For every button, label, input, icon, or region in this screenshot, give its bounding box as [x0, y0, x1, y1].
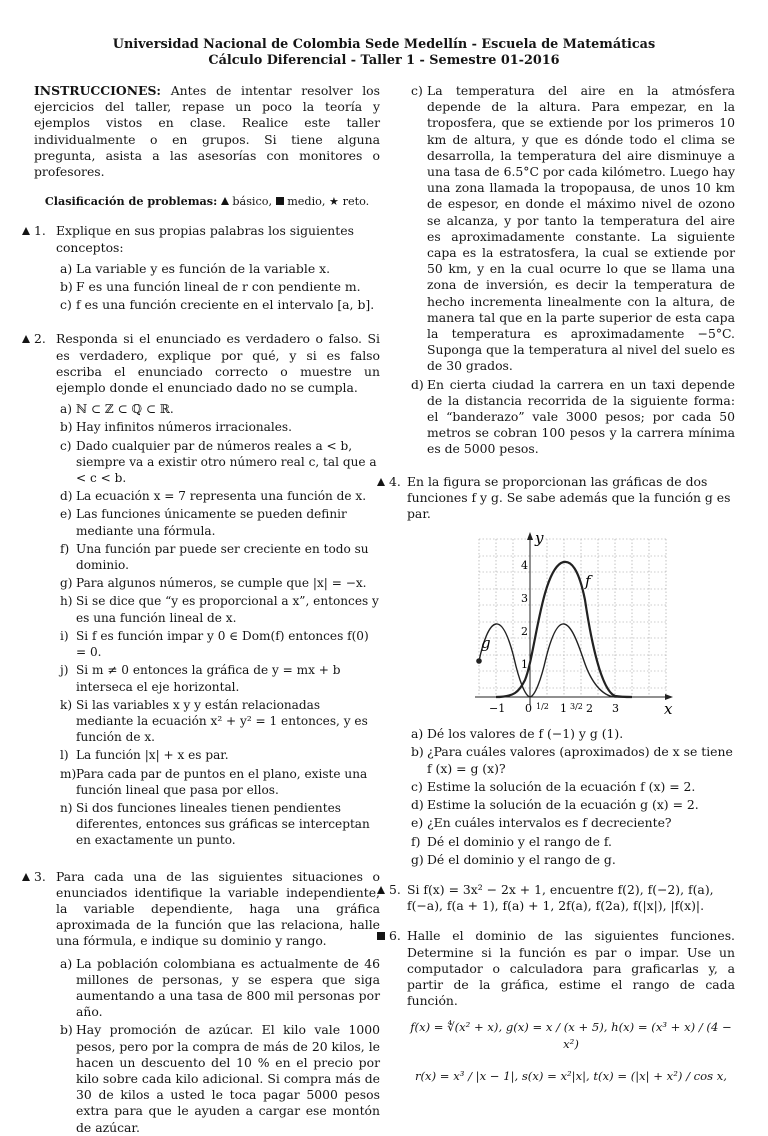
list-item: j) Si m ≠ 0 entonces la gráfica de y = mx + b interseca el eje horizontal.	[60, 663, 341, 694]
basic-text: básico,	[232, 195, 273, 209]
basic-triangle-icon	[377, 478, 385, 486]
basic-triangle-icon	[377, 886, 385, 894]
list-item: d) En cierta ciudad la carrera en un taxi depende de la distancia recorrida de la siguiente forma: el “banderazo” vale 3000 pesos; por cada 50 metros se cobran 100 pesos y la carrera mínima es de 5000 pesos.	[411, 376, 735, 457]
problem-4-items	[407, 726, 735, 868]
g-label: g	[481, 634, 491, 653]
x-axis-label: x	[664, 700, 673, 719]
problem-1-items	[48, 261, 380, 314]
list-item: c) La temperatura del aire en la atmósfera depende de la altura. Para empezar, en la troposfera, que se extiende por los primeros 10 km de altura, y que es dónde todo el clima se desarrolla, la temperatura del aire disminuye a una tasa de 6.5°C por cada kilómetro. Luego hay una zona llamada la tropopausa, de unos 10 km de espesor, en donde el máximo nivel de ozono se alcanza, y por tanto la temperatura del aire es aproximadamente constante. La siguiente capa es la estratosfera, la cual se extiende por 50 km, y en la cual ocurre lo que se llama una zona de inversión, es decir la temperatura de hecho incrementa linealmente con la altura, de manera tal que en la parte superior de esta capa la temperatura es aproximadamente −5°C. Suponga que la temperatura al nivel del suelo es de 30 grados.	[411, 83, 735, 374]
list-item: a) La variable y es función de la variable x.	[60, 260, 331, 276]
list-item: k) Si las variables x y y están relacionadas mediante la ecuación x² + y² = 1 entonces, y es función de x.	[60, 697, 368, 745]
left-column	[34, 83, 380, 1136]
problem-text: Para cada una de las siguientes situaciones o enunciados identifique la variable independiente, la variable dependiente, haga una gráfica aproximada de la función que las relaciona, halle una fórmula, e indique su dominio y rango.	[56, 868, 380, 949]
problem-1	[22, 223, 380, 313]
list-item: e) ¿En cuáles intervalos es f decreciente?	[411, 815, 672, 831]
problem-3-items-right	[407, 83, 735, 458]
function-f: f(x) = ∜(x² + x),	[410, 1020, 503, 1035]
list-item: c) Estime la solución de la ecuación f (x) = 2.	[411, 778, 696, 794]
x-tick: 2	[586, 702, 593, 716]
classification-legend	[34, 193, 380, 210]
function-h: h(x) = (x³ + x) / (4 − x²)	[563, 1020, 732, 1051]
y-tick: 3	[521, 592, 528, 606]
problem-3	[22, 869, 380, 1136]
list-item: a) Dé los valores de f (−1) y g (1).	[411, 726, 624, 742]
classification-label: Clasificación de problemas:	[44, 194, 218, 209]
g-endpoint	[476, 658, 482, 664]
problem-number: 5.	[389, 881, 401, 897]
problem-text: Responda si el enunciado es verdadero o falso. Si es verdadero, explique por qué, y si es falso escriba el enunciado correcto o muestre un ejemplo donde el enunciado dado no se cumpla.	[56, 331, 380, 396]
problem-3-items-left	[48, 956, 380, 1136]
list-item: a) ℕ ⊂ ℤ ⊂ ℚ ⊂ ℝ.	[60, 402, 174, 417]
list-item: e) Las funciones únicamente se pueden definir mediante una fórmula.	[60, 507, 347, 538]
problem-2	[22, 331, 380, 848]
x-tick: 1	[560, 702, 567, 716]
list-item: b) Hay promoción de azúcar. El kilo vale 1000 pesos, pero por la compra de más de 20 kilos, le hacen un descuento del 10 % en el precio por kilo sobre cada kilo adicional. Si compra más de 30 de kilos a usted le toca pagar 5000 pesos extra para que le ayuden a cargar ese montón de azúcar.	[60, 1022, 380, 1135]
medium-square-icon	[276, 197, 284, 205]
list-item: g) Para algunos números, se cumple que |x| = −x.	[60, 576, 367, 591]
x-tick-half: 1/2	[536, 702, 549, 712]
list-item: d) La ecuación x = 7 representa una función de x.	[60, 489, 367, 504]
function-graph	[469, 530, 679, 720]
right-column	[389, 83, 735, 1084]
basic-triangle-icon	[221, 197, 229, 205]
functions-row-1	[407, 1019, 735, 1051]
y-tick: 4	[521, 559, 528, 573]
list-item: c) f es una función creciente en el intervalo [a, b].	[60, 297, 375, 313]
list-item: c) Dado cualquier par de números reales a < b, siempre va a existir otro número real c, tal que a < c < b.	[60, 438, 377, 486]
f-label: f	[585, 572, 591, 591]
function-s: s(x) = x²|x|,	[521, 1068, 590, 1083]
instructions-text: Antes de intentar resolver los ejercicios del taller, repase un poco la teoría y ejemplos vistos en clase. Realice este taller individualmente o en grupos. Si tiene alguna pregunta, asista a las asesorías con monitores o profesores.	[34, 83, 380, 180]
problem-5	[377, 882, 735, 914]
basic-triangle-icon	[22, 873, 30, 881]
list-item: h) Si se dice que “y es proporcional a x”, entonces y es una función lineal de x.	[60, 594, 379, 625]
instructions	[34, 83, 380, 180]
x-tick: −1	[489, 702, 506, 716]
problem-text: Explique en sus propias palabras los siguientes conceptos:	[56, 223, 354, 255]
g-curve	[479, 624, 625, 697]
problem-4	[377, 474, 735, 523]
list-item: n) Si dos funciones lineales tienen pendientes diferentes, entonces sus gráficas se interceptan en exactamente un punto.	[60, 800, 370, 848]
medium-square-icon	[377, 932, 385, 940]
problem-number: 2.	[34, 331, 46, 347]
x-tick: 3	[612, 702, 619, 716]
medium-text: medio,	[287, 195, 326, 209]
list-item: b) Hay infinitos números irracionales.	[60, 420, 292, 435]
problem-6	[377, 928, 735, 1084]
functions-row-2	[407, 1068, 735, 1084]
list-item: b) F es una función lineal de r con pendiente m.	[60, 279, 361, 295]
y-tick: 2	[521, 625, 528, 639]
y-axis-label: y	[535, 530, 544, 548]
problem-text: Halle el dominio de las siguientes funciones. Determine si la función es par o impar. Use un computador o calculadora para graficarlas y, a partir de la gráfica, estime el rango de cada función.	[407, 928, 735, 1009]
problem-text: En la figura se proporcionan las gráficas de dos funciones f y g. Se sabe además que la función g es par.	[407, 473, 731, 522]
function-t: t(x) = (|x| + x²) / cos x,	[593, 1068, 727, 1083]
star-icon: ★	[329, 195, 340, 209]
list-item: g) Dé el dominio y el rango de g.	[411, 851, 616, 867]
function-g: g(x) = x / (x + 5),	[505, 1020, 608, 1035]
list-item: m) Para cada par de puntos en el plano, existe una función lineal que pasa por ellos.	[60, 766, 368, 797]
problem-2-items	[48, 401, 380, 848]
problem-number: 3.	[34, 868, 46, 884]
function-list	[403, 1019, 735, 1084]
list-item: b) ¿Para cuáles valores (aproximados) de x se tiene f (x) = g (x)?	[411, 744, 733, 776]
list-item: f) Una función par puede ser creciente en todo su dominio.	[60, 541, 369, 573]
x-tick-three-half: 3/2	[570, 702, 583, 712]
list-item: f) Dé el dominio y el rango de f.	[411, 833, 612, 849]
list-item: i) Si f es función impar y 0 ∈ Dom(f) entonces f(0) = 0.	[60, 628, 369, 660]
list-item: d) Estime la solución de la ecuación g (x) = 2.	[411, 797, 699, 813]
y-tick: 1	[521, 658, 528, 672]
header-title: Universidad Nacional de Colombia Sede Medellín - Escuela de Matemáticas	[112, 37, 656, 52]
list-item: l) La función |x| + x es par.	[60, 748, 229, 763]
basic-triangle-icon	[22, 227, 30, 235]
problem-text: Si f(x) = 3x² − 2x + 1, encuentre f(2), f(−2), f(a), f(−a), f(a + 1), f(a) + 1, 2f(a), f(2a), f(|x|), |f(x)|.	[407, 881, 714, 914]
basic-triangle-icon	[22, 335, 30, 343]
function-r: r(x) = x³ / |x − 1|,	[414, 1068, 519, 1083]
y-axis-arrow-icon	[527, 532, 533, 540]
instructions-label: INSTRUCCIONES:	[34, 83, 161, 98]
challenge-text: reto.	[342, 195, 370, 209]
problem-number: 1.	[34, 223, 46, 239]
list-item: a) La población colombiana es actualmente de 46 millones de personas, y se espera que siga aumentando a una tasa de 800 mil personas por año.	[60, 955, 380, 1020]
header-subtitle: Cálculo Diferencial - Taller 1 - Semestre 01-2016	[208, 53, 560, 68]
graph-grid	[479, 539, 666, 697]
problem-number: 6.	[389, 928, 401, 944]
x-tick: 0	[525, 702, 532, 716]
problem-number: 4.	[389, 473, 401, 489]
